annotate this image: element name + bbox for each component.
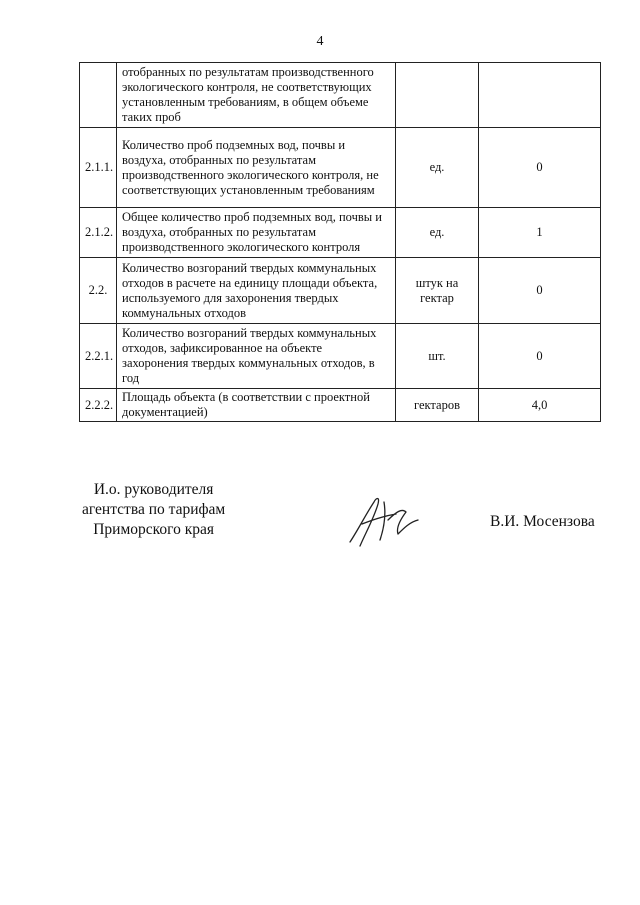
row-value: 0 xyxy=(479,258,601,324)
page-number: 4 xyxy=(316,34,324,49)
row-number: 2.2.1. xyxy=(80,324,117,389)
table-row xyxy=(80,208,601,258)
row-number: 2.2. xyxy=(80,258,117,324)
row-unit: гектаров xyxy=(396,389,479,422)
row-description: Количество проб подземных вод, почвы и воздуха, отобранных по результатам производственного экологического контроля, не соответствующих установленным требованиям xyxy=(117,128,396,208)
table-row xyxy=(80,128,601,208)
signer-title-line: Приморского края xyxy=(93,521,215,538)
row-value: 0 xyxy=(479,128,601,208)
row-description: Общее количество проб подземных вод, почвы и воздуха, отобранных по результатам производственного экологического контроля xyxy=(117,208,396,258)
row-description: Количество возгораний твердых коммунальных отходов в расчете на единицу площади объекта, используемого для захоронения твердых коммунальных отходов xyxy=(117,258,396,324)
row-unit: штук на гектар xyxy=(396,258,479,324)
row-value xyxy=(479,63,601,128)
row-value: 0 xyxy=(479,324,601,389)
row-unit: шт. xyxy=(396,324,479,389)
row-number xyxy=(80,63,117,128)
table-row xyxy=(80,258,601,324)
table-row xyxy=(80,63,601,128)
row-description: Площадь объекта (в соответствии с проектной документацией) xyxy=(117,389,396,422)
signer-name: В.И. Мосензова xyxy=(490,513,595,530)
handwritten-signature xyxy=(340,490,450,550)
row-unit: ед. xyxy=(396,128,479,208)
row-value: 1 xyxy=(479,208,601,258)
row-description: Количество возгораний твердых коммунальных отходов, зафиксированное на объекте захоронения твердых коммунальных отходов, в год xyxy=(117,324,396,389)
signer-title-line: агентства по тарифам xyxy=(82,501,226,518)
row-number: 2.2.2. xyxy=(80,389,117,422)
row-unit: ед. xyxy=(396,208,479,258)
row-description: отобранных по результатам производственного экологического контроля, не соответствующих установленным требованиям, в общем объеме таких проб xyxy=(117,63,396,128)
table-row xyxy=(80,389,601,422)
signer-title-line: И.о. руководителя xyxy=(93,481,214,498)
row-value: 4,0 xyxy=(479,389,601,422)
table-row xyxy=(80,324,601,389)
row-unit xyxy=(396,63,479,128)
signer-title xyxy=(82,480,225,540)
row-number: 2.1.1. xyxy=(80,128,117,208)
row-number: 2.1.2. xyxy=(80,208,117,258)
indicators-table xyxy=(79,62,601,422)
